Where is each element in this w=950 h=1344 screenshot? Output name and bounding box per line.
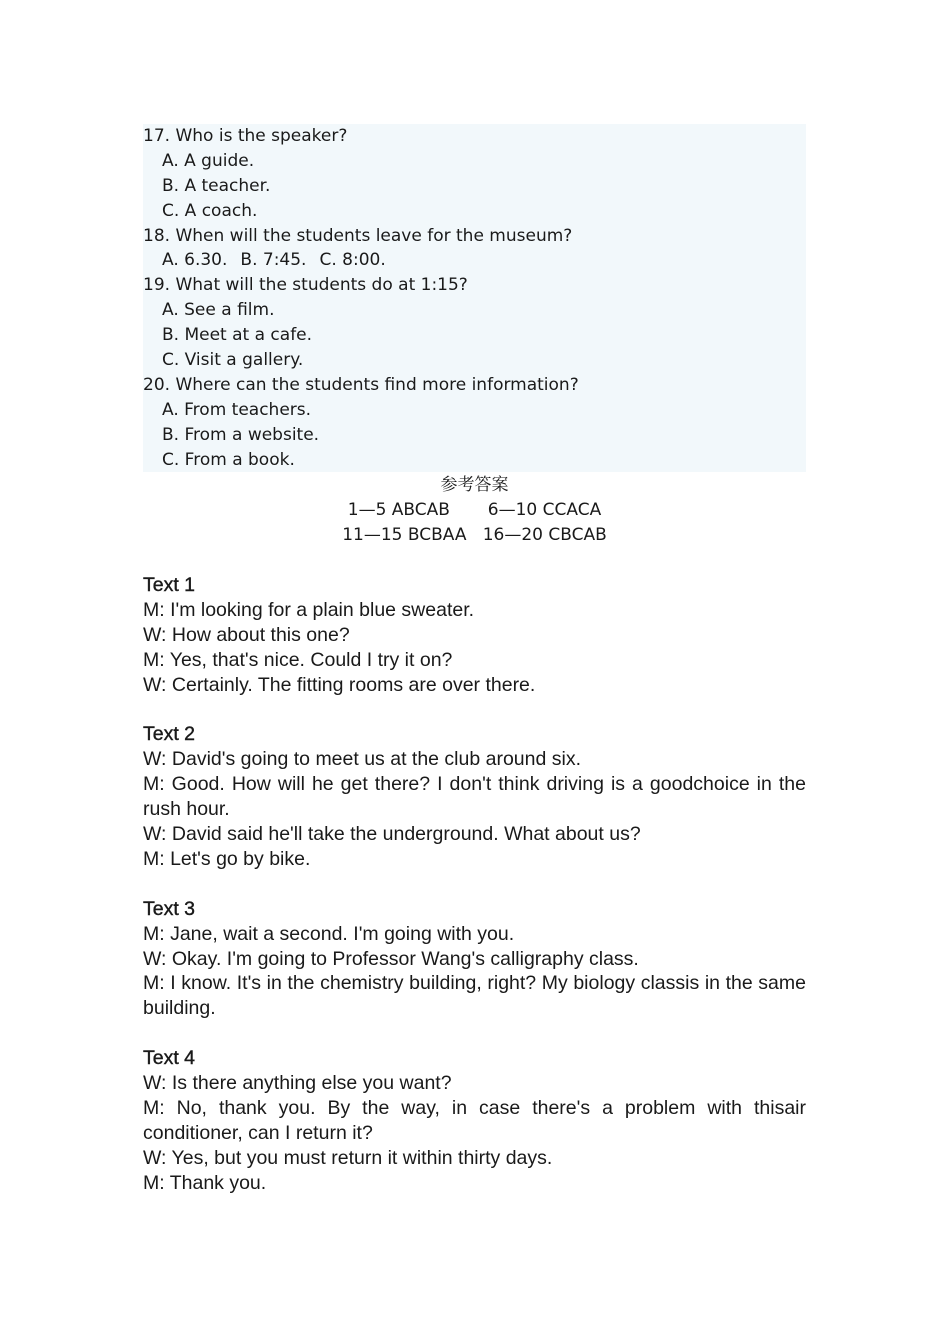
option-b: B. Meet at a cafe. xyxy=(162,325,313,346)
transcript-heading: Text 3 xyxy=(143,897,196,920)
option-b: B. 7:45. xyxy=(240,250,307,271)
dialogue-line: W: Yes, but you must return it within thirty days. xyxy=(143,1146,553,1169)
dialogue-line: M: Yes, that's nice. Could I try it on? xyxy=(143,648,453,671)
question-19 xyxy=(143,273,806,298)
question-17 xyxy=(143,124,806,149)
dialogue-line: W: Okay. I'm going to Professor Wang's calligraphy class. xyxy=(143,947,639,970)
dialogue-line: M: Thank you. xyxy=(143,1171,267,1194)
dialogue-line: M: Good. How will he get there? I don't think driving is a goodchoice in the rush hour. xyxy=(143,773,806,821)
transcript-heading: Text 1 xyxy=(143,574,196,596)
option-a: A. A guide. xyxy=(162,150,255,171)
dialogue-line: W: David said he'll take the underground. What about us? xyxy=(143,823,641,846)
dialogue-line: W: How about this one? xyxy=(143,623,350,646)
dialogue-line: M: No, thank you. By the way, in case there's a problem with thisair conditioner, can I return it? xyxy=(143,1096,806,1144)
answer-row xyxy=(143,523,806,548)
inline-options xyxy=(143,248,806,273)
answer-range: 11—15 BCBAA xyxy=(342,524,467,545)
option-b: B. A teacher. xyxy=(162,175,271,196)
transcript-text-3 xyxy=(143,897,806,1022)
question-text: What will the students do at 1:15? xyxy=(175,275,468,296)
option-c: C. A coach. xyxy=(162,200,258,221)
dialogue-line: W: David's going to meet us at the club around six. xyxy=(143,748,582,771)
dialogue-line: M: I'm looking for a plain blue sweater. xyxy=(143,598,475,621)
dialogue-line: W: Is there anything else you want? xyxy=(143,1072,452,1095)
question-text: Where can the students find more information? xyxy=(175,374,579,395)
question-20 xyxy=(143,373,806,398)
option-c: C. From a book. xyxy=(162,449,295,470)
option-a: A. From teachers. xyxy=(162,399,312,420)
dialogue-line: M: Let's go by bike. xyxy=(143,847,311,870)
question-section xyxy=(143,124,806,472)
question-number: 19. xyxy=(143,275,171,296)
answer-range: 16—20 CBCAB xyxy=(482,524,607,545)
transcript-heading: Text 4 xyxy=(143,1047,196,1070)
transcript-text-2 xyxy=(143,722,806,871)
question-number: 20. xyxy=(143,374,171,395)
transcript-text-1 xyxy=(143,573,806,698)
option-c: C. Visit a gallery. xyxy=(162,350,304,371)
answer-key xyxy=(143,473,806,548)
dialogue-line: W: Certainly. The fitting rooms are over there. xyxy=(143,673,536,696)
dialogue-line: M: Jane, wait a second. I'm going with you. xyxy=(143,922,515,945)
dialogue-line: M: I know. It's in the chemistry building, right? My biology classis in the same building. xyxy=(143,972,806,1020)
question-number: 18. xyxy=(143,225,171,246)
transcript-section xyxy=(143,573,806,1221)
question-text: Who is the speaker? xyxy=(175,126,348,146)
option-a: A. See a film. xyxy=(162,300,275,321)
answer-row xyxy=(143,498,806,523)
transcript-heading: Text 2 xyxy=(143,723,196,746)
answer-range: 6—10 CCACA xyxy=(487,499,602,520)
option-b: B. From a website. xyxy=(162,424,320,445)
question-number: 17. xyxy=(143,126,171,146)
answer-range: 1—5 ABCAB xyxy=(347,499,450,520)
question-18 xyxy=(143,224,806,249)
question-text: When will the students leave for the museum? xyxy=(175,225,573,246)
option-a: A. 6.30. xyxy=(162,250,228,271)
answer-key-title: 参考答案 xyxy=(440,475,509,495)
transcript-text-4 xyxy=(143,1046,806,1195)
option-c: C. 8:00. xyxy=(319,250,386,271)
